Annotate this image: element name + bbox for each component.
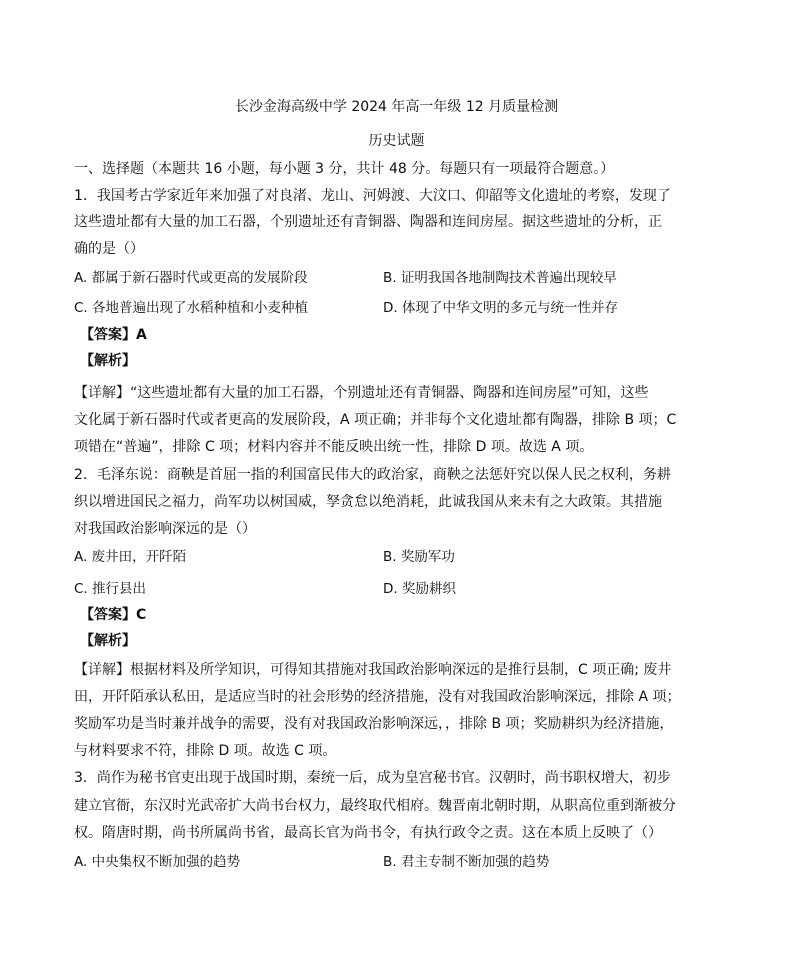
q2-stem-line: 2．毛泽东说：商鞅是首屈一指的利国富民伟大的政治家，商鞅之法惩奸究以保人民之权利，务耕 (74, 467, 671, 483)
q2-detail-line: 与材料要求不符，排除 D 项。故选 C 项。 (74, 743, 337, 759)
q1-stem-line: 确的是（） (74, 241, 144, 257)
q1-detail-line: 文化属于新石器时代或者更高的发展阶段，A 项正确；并非每个文化遗址都有陶器，排除 B 项；C (74, 412, 677, 428)
q2-option-a: A. 废井田，开阡陌 (74, 549, 187, 565)
q1-stem-line: 1．我国考古学家近年来加强了对良渚、龙山、河姆渡、大汶口、仰韶等文化遗址的考察，发现了 (74, 188, 671, 204)
q3-option-b: B. 君主专制不断加强的趋势 (383, 854, 550, 870)
q2-option-d: D. 奖励耕织 (383, 581, 456, 597)
q1-detail-line: 【详解】“这些遗址都有大量的加工石器，个别遗址还有青铜器、陶器和连间房屋”可知，这些 (74, 385, 649, 401)
q1-answer: 【答案】A (80, 327, 147, 343)
q2-analysis-label: 【解析】 (80, 633, 136, 649)
q2-option-c: C. 推行县出 (74, 581, 147, 597)
exam-title: 长沙金海高级中学 2024 年高一年级 12 月质量检测 (234, 99, 559, 115)
q2-option-b: B. 奖励军功 (383, 549, 455, 565)
q1-option-a: A. 都属于新石器时代或更高的发展阶段 (74, 270, 308, 286)
q3-stem-line: 权。隋唐时期，尚书所属尚书省，最高长官为尚书令，有执行政令之责。这在本质上反映了（） (74, 825, 662, 841)
q1-stem-line: 这些遗址都有大量的加工石器，个别遗址还有青铜器、陶器和连间房屋。据这些遗址的分析，正 (74, 214, 662, 230)
q3-option-a: A. 中央集权不断加强的趋势 (74, 854, 241, 870)
q1-option-b: B. 证明我国各地制陶技术普遍出现较早 (383, 270, 617, 286)
q2-detail-line: 奖励军功是当时兼并战争的需要，没有对我国政治影响深远，，排除 B 项；奖励耕织为经济措施， (74, 716, 674, 732)
q3-stem-line: 3．尚作为秘书官吏出现于战国时期，秦统一后，成为皇宫秘书官。汉朝时，尚书职权增大，初步 (74, 770, 671, 786)
section-heading: 一、选择题（本题共 16 小题，每小题 3 分，共计 48 分。每题只有一项最符合题意。） (74, 161, 615, 177)
q3-stem-line: 建立官衙，东汉时光武帝扩大尚书台权力，最终取代相府。魏晋南北朝时期，从职高位重到渐被分 (74, 798, 676, 814)
q1-analysis-label: 【解析】 (80, 353, 136, 369)
q2-detail-line: 田，开阡陌承认私田，是适应当时的社会形势的经济措施，没有对我国政治影响深远，排除 A 项； (74, 689, 681, 705)
q1-option-d: D. 体现了中华文明的多元与统一性并存 (383, 300, 618, 316)
exam-subtitle: 历史试题 (368, 133, 425, 149)
q2-stem-line: 织以增进国民之福力，尚军功以树国威，孥贪怠以绝消耗，此诚我国从来未有之大政策。其措施 (74, 494, 662, 510)
q2-answer: 【答案】C (80, 607, 147, 623)
q2-detail-line: 【详解】根据材料及所学知识，可得知其措施对我国政治影响深远的是推行县制，C 项正确; 废井 (74, 662, 672, 678)
q1-option-c: C. 各地普遍出现了水稻种植和小麦种植 (74, 300, 309, 316)
q1-detail-line: 项错在“普遍”，排除 C 项；材料内容并不能反映出统一性，排除 D 项。故选 A 项。 (74, 439, 594, 455)
q2-stem-line: 对我国政治影响深远的是（） (74, 521, 256, 537)
